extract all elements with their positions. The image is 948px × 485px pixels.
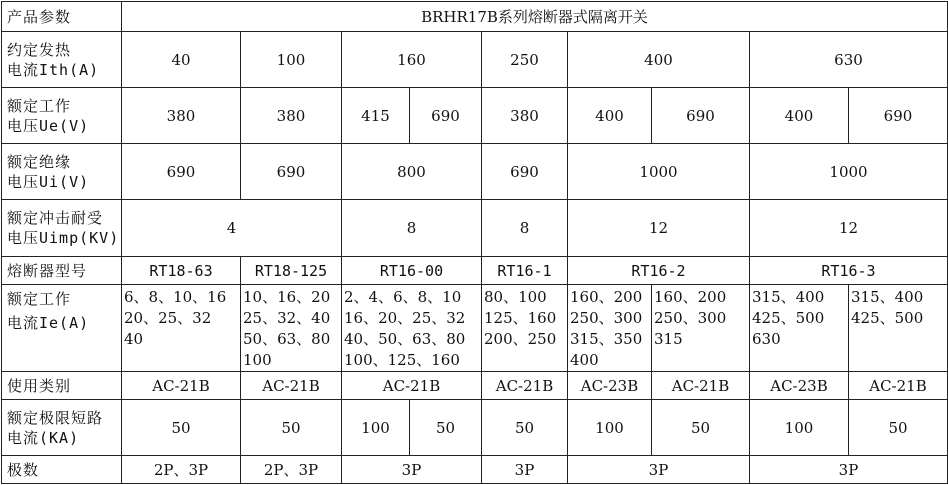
table-cell: AC-21B [849, 372, 948, 400]
header-label: 产品参数 [2, 2, 122, 32]
row-label-category: 使用类别 [2, 372, 122, 400]
table-cell: RT16-00 [342, 257, 482, 285]
row-label-ie [2, 285, 122, 372]
table-cell: AC-21B [482, 372, 568, 400]
value-line: 100、125、160 [344, 351, 460, 369]
table-cell: 250 [482, 32, 568, 88]
table-cell: AC-23B [750, 372, 849, 400]
table-row-ue [2, 88, 948, 144]
table-cell: 690 [482, 144, 568, 200]
row-label-ith [2, 32, 122, 88]
table-cell: 50 [410, 400, 482, 456]
value-line: 315、350 [570, 330, 643, 348]
table-cell: AC-21B [241, 372, 342, 400]
table-row-ui [2, 144, 948, 200]
value-line: 2、4、6、8、10 [344, 288, 462, 306]
table-cell: AC-21B [652, 372, 750, 400]
row-label-poles: 极数 [2, 456, 122, 484]
value-line: 425、500 [851, 309, 924, 327]
table-cell: 100 [241, 32, 342, 88]
value-line: 40、50、63、80 [344, 330, 466, 348]
table-cell: AC-23B [568, 372, 652, 400]
table-row-fuse [2, 257, 948, 285]
table-row-ith [2, 32, 948, 88]
row-label-line: 电压Ue(V) [7, 116, 90, 135]
row-label-uimp [2, 200, 122, 257]
value-line: 630 [752, 330, 781, 348]
value-line: 315、400 [752, 288, 825, 306]
row-label-short-circuit [2, 400, 122, 456]
value-line: 10、16、20 [243, 288, 331, 306]
row-label-line: 额定极限短路 [7, 408, 104, 427]
row-label-line: 电流(KA) [7, 428, 80, 447]
row-label-line: 额定工作 [7, 96, 72, 115]
value-line: 40 [124, 330, 144, 348]
table-cell: 800 [342, 144, 482, 200]
table-cell: 50 [482, 400, 568, 456]
table-cell: 12 [750, 200, 948, 257]
value-line: 315 [654, 330, 683, 348]
value-line: 250、300 [570, 309, 643, 327]
row-label-line: 电流Ie(A) [7, 314, 90, 332]
value-line: 25、32、40 [243, 309, 331, 327]
value-line: 250、300 [654, 309, 727, 327]
table-cell: 1000 [750, 144, 948, 200]
table-cell: 50 [652, 400, 750, 456]
table-cell: 3P [342, 456, 482, 484]
table-cell: 380 [241, 88, 342, 144]
table-cell: 40 [122, 32, 241, 88]
table-cell: 380 [482, 88, 568, 144]
table-cell: 690 [122, 144, 241, 200]
table-cell [849, 285, 948, 372]
row-label-ui [2, 144, 122, 200]
table-cell: 3P [482, 456, 568, 484]
table-cell: 690 [849, 88, 948, 144]
table-cell: 3P [750, 456, 948, 484]
table-cell [122, 285, 241, 372]
header-row [2, 2, 948, 32]
table-cell: 8 [482, 200, 568, 257]
row-label-line: 额定冲击耐受 [7, 209, 104, 227]
table-cell: RT16-1 [482, 257, 568, 285]
table-cell: 50 [122, 400, 241, 456]
row-label-line: 约定发热 [7, 40, 72, 59]
table-cell: 160 [342, 32, 482, 88]
value-line: 160、200 [570, 288, 643, 306]
table-cell: 50 [241, 400, 342, 456]
value-line: 20、25、32 [124, 309, 212, 327]
table-cell: 50 [849, 400, 948, 456]
table-cell: 3P [568, 456, 750, 484]
table-cell: 12 [568, 200, 750, 257]
table-cell: 4 [122, 200, 342, 257]
table-row-category [2, 372, 948, 400]
table-cell: 415 [342, 88, 410, 144]
table-cell: RT16-2 [568, 257, 750, 285]
table-cell: 100 [750, 400, 849, 456]
row-label-line: 电流Ith(A) [7, 60, 100, 79]
table-cell: 690 [410, 88, 482, 144]
table-cell: 400 [750, 88, 849, 144]
row-label-ue [2, 88, 122, 144]
value-line: 400 [570, 351, 599, 369]
row-label-line: 额定绝缘 [7, 152, 72, 171]
table-cell: 100 [342, 400, 410, 456]
value-line: 315、400 [851, 288, 924, 306]
row-label-fuse: 熔断器型号 [2, 257, 122, 285]
table-cell: RT18-63 [122, 257, 241, 285]
value-line: 16、20、25、32 [344, 309, 466, 327]
table-row-short-circuit [2, 400, 948, 456]
spec-table [1, 1, 948, 484]
table-cell: 8 [342, 200, 482, 257]
value-line: 200、250 [484, 330, 557, 348]
table-cell: 400 [568, 88, 652, 144]
table-cell: 1000 [568, 144, 750, 200]
table-cell [241, 285, 342, 372]
value-line: 6、8、10、16 [124, 288, 227, 306]
table-cell: 690 [652, 88, 750, 144]
table-cell [652, 285, 750, 372]
value-line: 425、500 [752, 309, 825, 327]
row-label-line: 电压Ui(V) [7, 172, 90, 191]
table-cell [482, 285, 568, 372]
value-line: 100 [243, 351, 272, 369]
row-label-line: 电压Uimp(KV) [7, 229, 120, 247]
table-cell [568, 285, 652, 372]
value-line: 80、100 [484, 288, 547, 306]
table-row-uimp [2, 200, 948, 257]
value-line: 160、200 [654, 288, 727, 306]
table-cell: 400 [568, 32, 750, 88]
table-cell: 100 [568, 400, 652, 456]
table-row-poles [2, 456, 948, 484]
table-cell [750, 285, 849, 372]
row-label-line: 额定工作 [7, 290, 72, 308]
table-cell: 690 [241, 144, 342, 200]
table-cell: 380 [122, 88, 241, 144]
table-cell: 630 [750, 32, 948, 88]
table-title: BRHR17B系列熔断器式隔离开关 [122, 2, 948, 32]
table-cell: AC-21B [122, 372, 241, 400]
table-cell: 2P、3P [122, 456, 241, 484]
table-cell: RT18-125 [241, 257, 342, 285]
table-cell: AC-21B [342, 372, 482, 400]
table-cell: RT16-3 [750, 257, 948, 285]
value-line: 125、160 [484, 309, 557, 327]
table-cell: 2P、3P [241, 456, 342, 484]
value-line: 50、63、80 [243, 330, 331, 348]
table-cell [342, 285, 482, 372]
table-row-ie [2, 285, 948, 372]
